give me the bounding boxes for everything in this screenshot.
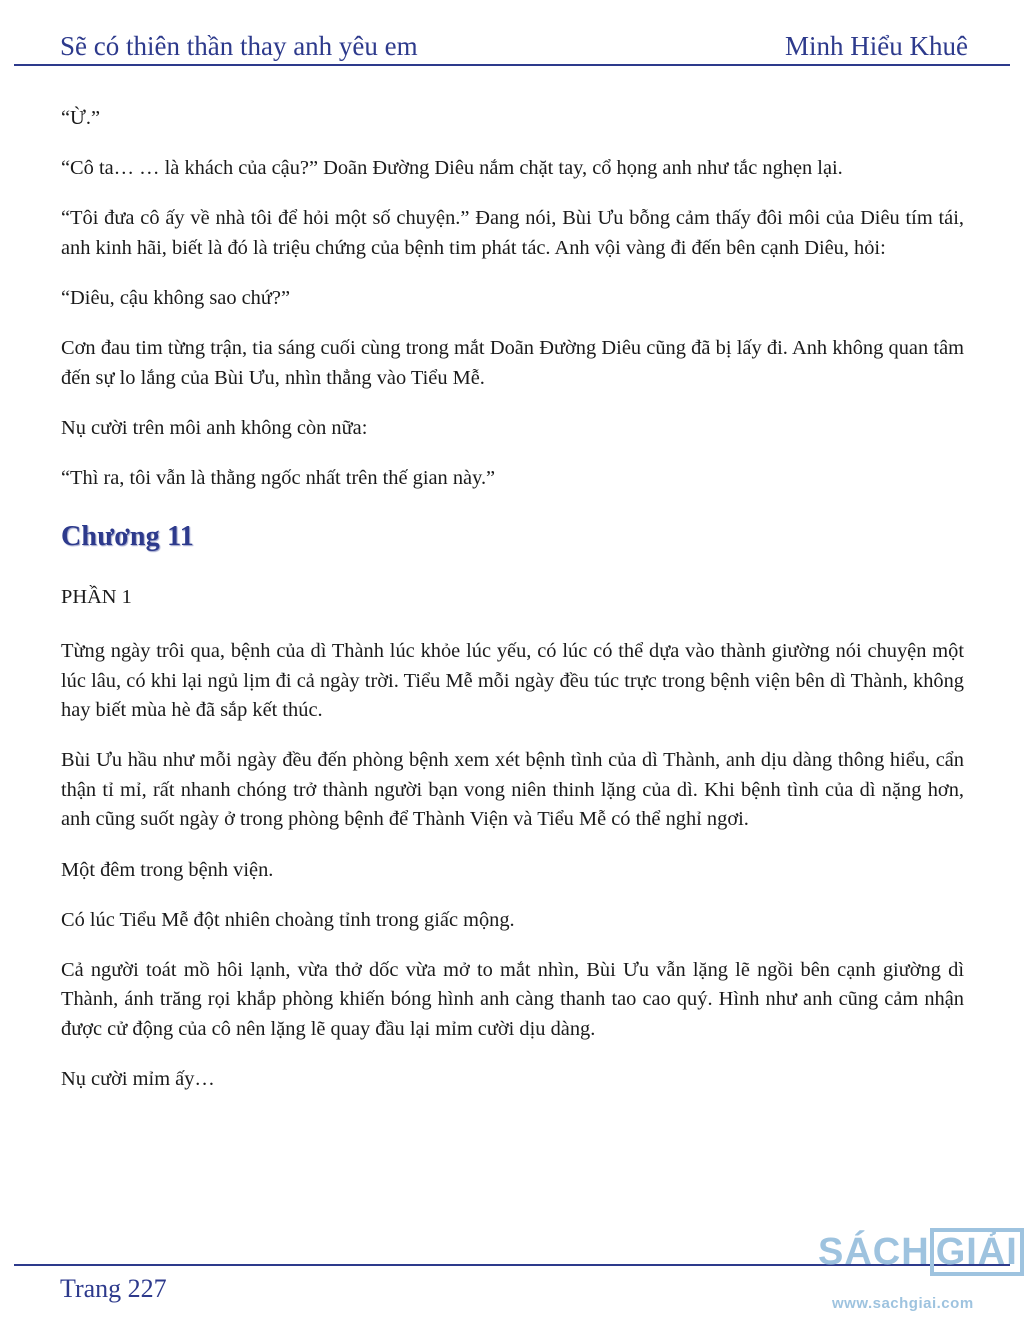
paragraph: Cả người toát mồ hôi lạnh, vừa thở dốc vừa mở to mắt nhìn, Bùi Ưu vẫn lặng lẽ ngồi bên cạnh giường dì Thành, ánh trăng rọi khắp phòng khiến bóng hình anh càng thanh tao cao quý. Hình như anh cũng cảm nhận được cử động của cô nên lặng lẽ quay đầu lại mỉm cười dịu dàng.: [61, 958, 964, 1040]
page-body: [61, 104, 964, 1115]
paragraph: “Diêu, cậu không sao chứ?”: [61, 286, 291, 309]
watermark-logo: [818, 1228, 1024, 1325]
chapter-heading: Chương 11: [61, 521, 194, 553]
paragraph: Nụ cười mỉm ấy…: [61, 1067, 215, 1090]
paragraph: Từng ngày trôi qua, bệnh của dì Thành lúc khỏe lúc yếu, có lúc có thể dựa vào thành giường nói chuyện một lúc lâu, có khi lại ngủ lịm đi cả ngày trời. Tiểu Mễ mỗi ngày đều túc trực trong bệnh viện bên dì Thành, không hay biết mùa hè đã sắp kết thúc.: [61, 639, 964, 722]
paragraph: “Cô ta… … là khách của cậu?” Doãn Đường Diêu nắm chặt tay, cổ họng anh như tắc nghẹn lại.: [61, 157, 843, 180]
watermark-logo-text: [818, 1228, 1024, 1276]
watermark-logo-left: SÁCH: [818, 1231, 930, 1273]
header-divider: [14, 64, 1010, 66]
watermark-logo-boxed: GIẢI: [930, 1228, 1024, 1276]
paragraph: Có lúc Tiểu Mễ đột nhiên choàng tỉnh trong giấc mộng.: [61, 908, 515, 931]
page-header: [60, 24, 968, 62]
paragraph: “Tôi đưa cô ấy về nhà tôi để hỏi một số chuyện.” Đang nói, Bùi Ưu bỗng cảm thấy đôi môi của Diêu tím tái, anh kinh hãi, biết là đó là triệu chứng của bệnh tim phát tác. Anh vội vàng đi đến bên cạnh Diêu, hỏi:: [61, 207, 964, 259]
paragraph: Một đêm trong bệnh viện.: [61, 858, 274, 881]
paragraph: Bùi Ưu hầu như mỗi ngày đều đến phòng bệnh xem xét bệnh tình của dì Thành, anh dịu dàng thông hiểu, cẩn thận tỉ mỉ, rất nhanh chóng trở thành người bạn vong niên thinh lặng của dì. Khi bệnh tình của dì nặng hơn, anh cũng suốt ngày ở trong phòng bệnh để Thành Viện và Tiểu Mễ có thể nghỉ ngơi.: [61, 749, 964, 831]
watermark-url: www.sachgiai.com: [832, 1295, 974, 1312]
author-name: Minh Hiểu Khuê: [785, 31, 968, 61]
book-title: Sẽ có thiên thần thay anh yêu em: [60, 31, 418, 61]
page-number: Trang 227: [60, 1274, 167, 1303]
paragraph: “Thì ra, tôi vẫn là thằng ngốc nhất trên thế gian này.”: [61, 466, 496, 489]
paragraph: “Ừ.”: [61, 107, 101, 129]
paragraph: Nụ cười trên môi anh không còn nữa:: [61, 416, 368, 439]
paragraph: Cơn đau tim từng trận, tia sáng cuối cùng trong mắt Doãn Đường Diêu cũng đã bị lấy đi. Anh không quan tâm đến sự lo lắng của Bùi Ưu, nhìn thẳng vào Tiểu Mễ.: [61, 336, 964, 389]
section-label: PHẦN 1: [61, 586, 132, 609]
